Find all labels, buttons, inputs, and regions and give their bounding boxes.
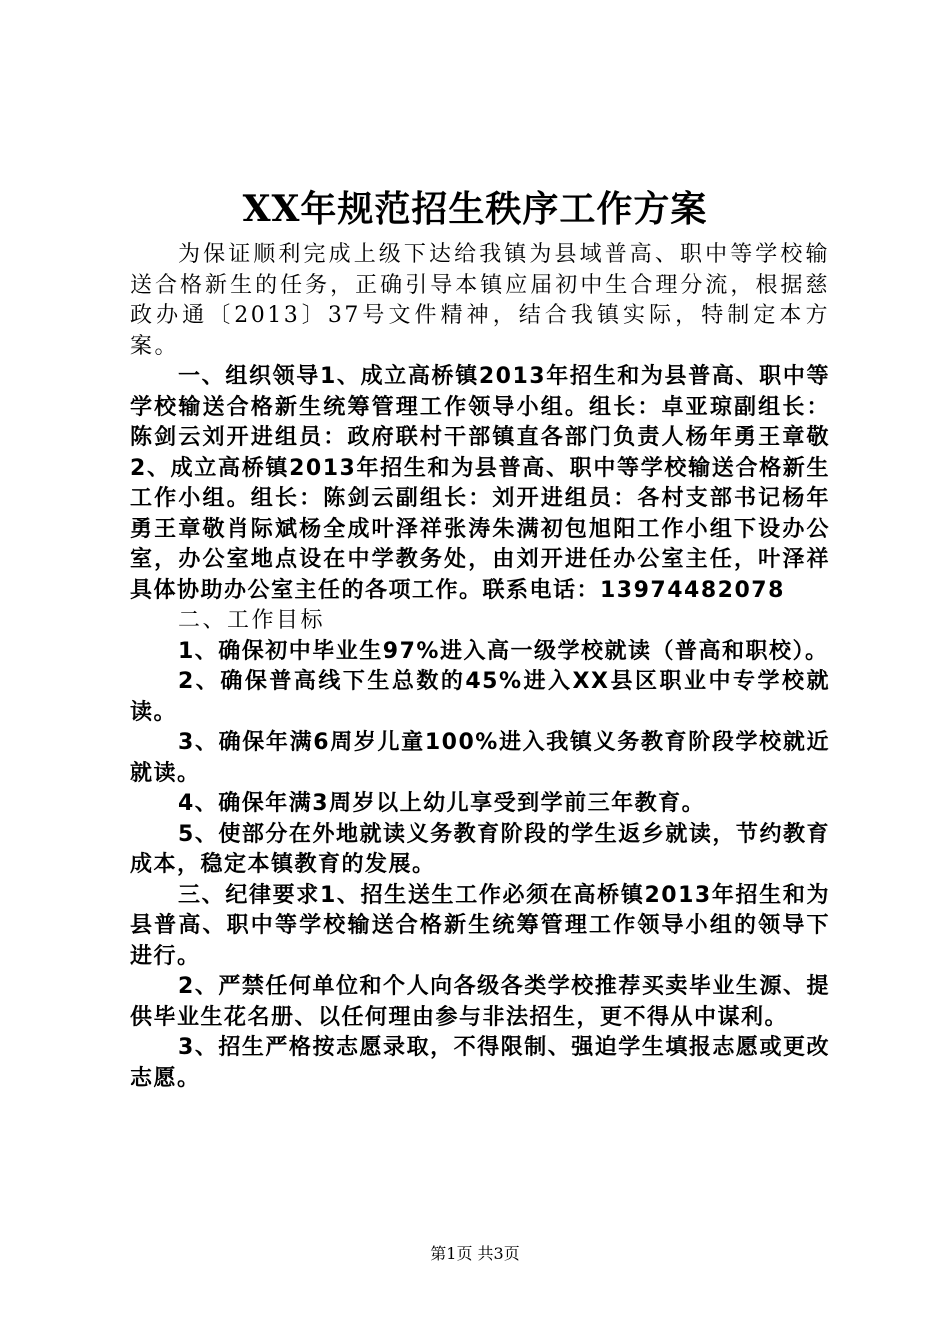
paragraph-discipline-3: 3、招生严格按志愿录取，不得限制、强迫学生填报志愿或更改志愿。 (130, 1035, 830, 1091)
paragraph-goal-3: 3、确保年满6周岁儿童100%进入我镇义务教育阶段学校就近就读。 (130, 730, 830, 786)
paragraph-goal-2: 2、确保普高线下生总数的45%进入XX县区职业中专学校就读。 (130, 669, 830, 725)
paragraph-goal-4: 4、确保年满3周岁以上幼儿享受到学前三年教育。 (178, 791, 706, 816)
paragraph-goal-1: 1、确保初中毕业生97%进入高一级学校就读（普高和职校）。 (178, 638, 829, 664)
document-body (130, 240, 830, 1094)
paragraph-discipline-2: 2、严禁任何单位和个人向各级各类学校推荐买卖毕业生源、提供毕业生花名册、以任何理由参与非法招生，更不得从中谋利。 (130, 974, 830, 1030)
document-title: XX年规范招生秩序工作方案 (242, 188, 708, 230)
paragraph-organization: 一、组织领导1、成立高桥镇2013年招生和为县普高、职中等学校输送合格新生统筹管理工作领导小组。组长：卓亚琼副组长：陈剑云刘开进组员：政府联村干部镇直各部门负责人杨年勇王章敬2、成立高桥镇2013年招生和为县普高、职中等学校输送合格新生工作小组。组长：陈剑云副组长：刘开进组员：各村支部书记杨年勇王章敬肖际斌杨全成叶泽祥张涛朱满初包旭阳工作小组下设办公室，办公室地点设在中学教务处，由刘开进任办公室主任，叶泽祥具体协助办公室主任的各项工作。联系电话：13974482078 (130, 364, 830, 603)
paragraph-discipline-1: 三、纪律要求1、招生送生工作必须在高桥镇2013年招生和为县普高、职中等学校输送合格新生统筹管理工作领导小组的领导下进行。 (130, 882, 830, 969)
page-number-footer: 第1页 共3页 (430, 1244, 520, 1263)
paragraph-goal-5: 5、使部分在外地就读义务教育阶段的学生返乡就读，节约教育成本，稳定本镇教育的发展。 (130, 821, 830, 877)
heading-work-goals: 二、工作目标 (178, 608, 326, 633)
paragraph-intro: 为保证顺利完成上级下达给我镇为县域普高、职中等学校输送合格新生的任务，正确引导本镇应届初中生合理分流，根据慈政办通〔2013〕37号文件精神，结合我镇实际，特制定本方案。 (130, 242, 830, 359)
